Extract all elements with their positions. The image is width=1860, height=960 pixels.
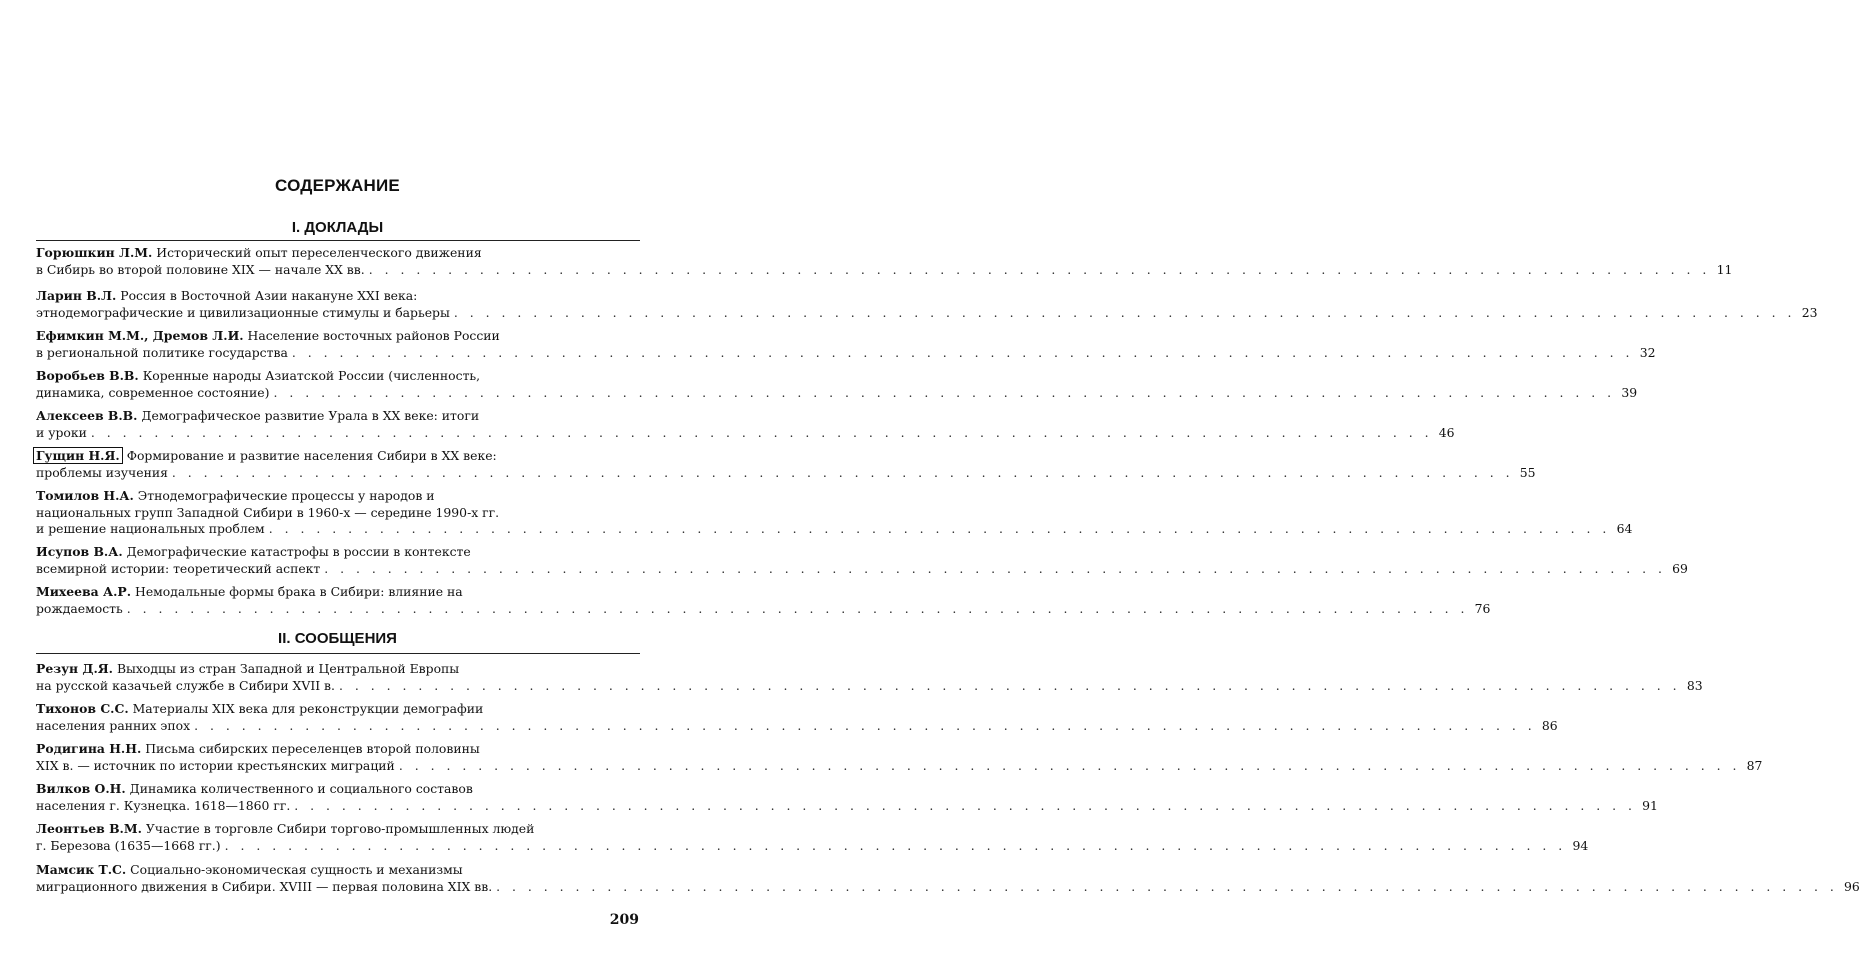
entry-line (36, 261, 1733, 279)
entry-line (36, 821, 640, 838)
leader-dots: . . . . . . . . . . . . . . . . . . . . . . . . . . . . . . . . . . . . . . . . . . . . . . . . . . . . . . . . . . . . . . . . . . . . . . . . . . . . . . . . . . . . . (453, 304, 1796, 320)
entry-title-line: Динамика количественного и социального составов (129, 781, 473, 796)
entry-author: Воробьев В.В. (36, 368, 139, 383)
toc-entry[interactable] (36, 288, 1818, 321)
leader-dots: . . . . . . . . . . . . . . . . . . . . . . . . . . . . . . . . . . . . . . . . . . . . . . . . . . . . . . . . . . . . . . . . . . . . . . . . . . . . . . . . . . . . . (194, 717, 1536, 733)
entry-line-text (36, 262, 365, 279)
entry-line (36, 288, 640, 305)
entry-author: Вилков О.Н. (36, 781, 126, 796)
entry-line (36, 521, 1633, 538)
entry-line (36, 384, 1638, 402)
leader-dots: . . . . . . . . . . . . . . . . . . . . . . . . . . . . . . . . . . . . . . . . . . . . . . . . . . . . . . . . . . . . . . . . . . . . . . . . . . . . . . . . . . . . . (398, 757, 1741, 773)
entry-line-text (36, 305, 450, 322)
entry-title-line: Выходцы из стран Западной и Центральной Европы (116, 661, 460, 676)
section-divider (36, 240, 640, 241)
leader-dots: . . . . . . . . . . . . . . . . . . . . . . . . . . . . . . . . . . . . . . . . . . . . . . . . . . . . . . . . . . . . . . . . . . . . . . . . . . . . . . . . . . . . . (496, 878, 1838, 894)
entry-line-text (36, 465, 168, 482)
entry-title-line: населения ранних эпох (36, 717, 191, 733)
entry-title-line: всемирной истории: теоретический аспект (36, 560, 321, 576)
entry-title-line: национальных групп Западной Сибири в 1960-х — середине 1990-х гг. (36, 504, 500, 520)
entry-line (36, 837, 1589, 855)
entry-title-line: Население восточных районов России (247, 328, 500, 343)
entry-title-line: динамика, современное состояние) (36, 384, 270, 400)
entry-line-text (36, 838, 221, 855)
entry-title-line: в региональной политике государства (36, 344, 288, 360)
contents-title: СОДЕРЖАНИЕ (275, 176, 400, 195)
entry-line (36, 741, 640, 758)
entry-title-line: Немодальные формы брака в Сибири: влияние на (135, 584, 463, 599)
entry-line (36, 862, 640, 879)
entry-line-text (36, 345, 288, 362)
entry-title-line: в Сибирь во второй половине XIX — начале XX вв. (36, 261, 365, 277)
entry-line (36, 781, 640, 798)
entry-title-line: населения г. Кузнецка. 1618—1860 гг. (36, 797, 291, 813)
leader-dots: . . . . . . . . . . . . . . . . . . . . . . . . . . . . . . . . . . . . . . . . . . . . . . . . . . . . . . . . . . . . . . . . . . . . . . . . . . . . . . . . . . . . . (291, 344, 1634, 360)
entry-page-number: 55 (1519, 464, 1536, 480)
entry-title-line: Социально-экономическая сущность и механизмы (130, 862, 463, 877)
entry-title-line: Коренные народы Азиатской России (численность, (142, 368, 481, 383)
entry-line (36, 344, 1656, 362)
entry-line-text (36, 758, 395, 775)
leader-dots: . . . . . . . . . . . . . . . . . . . . . . . . . . . . . . . . . . . . . . . . . . . . . . . . . . . . . . . . . . . . . . . . . . . . . . . . . . . . . . . . . . . . . (268, 521, 1611, 536)
entry-line (36, 448, 640, 465)
entry-line (36, 757, 1763, 775)
entry-page-number: 87 (1746, 757, 1763, 773)
toc-entry[interactable] (36, 448, 1536, 481)
entry-page-number: 23 (1801, 304, 1818, 320)
leader-dots: . . . . . . . . . . . . . . . . . . . . . . . . . . . . . . . . . . . . . . . . . . . . . . . . . . . . . . . . . . . . . . . . . . . . . . . . . . . . . . . . . . . . . (368, 261, 1711, 277)
entry-author: Михеева А.Р. (36, 584, 132, 599)
entry-line (36, 878, 1860, 896)
toc-entry[interactable] (36, 245, 1733, 278)
leader-dots: . . . . . . . . . . . . . . . . . . . . . . . . . . . . . . . . . . . . . . . . . . . . . . . . . . . . . . . . . . . . . . . . . . . . . . . . . . . . . . . . . . . . . (224, 837, 1567, 853)
entry-author: Томилов Н.А. (36, 488, 134, 503)
leader-dots: . . . . . . . . . . . . . . . . . . . . . . . . . . . . . . . . . . . . . . . . . . . . . . . . . . . . . . . . . . . . . . . . . . . . . . . . . . . . . . . . . . . . . (338, 677, 1681, 693)
entry-page-number: 11 (1716, 261, 1733, 277)
entry-line (36, 464, 1536, 482)
entry-title-line: Демографические катастрофы в россии в контексте (126, 544, 471, 559)
toc-entry[interactable] (36, 544, 1688, 577)
entry-line-text (36, 678, 335, 695)
entry-line (36, 600, 1491, 618)
entry-page-number: 76 (1474, 600, 1491, 616)
section-divider (36, 653, 640, 654)
entry-title-line: этнодемографические и цивилизационные стимулы и барьеры (36, 304, 450, 320)
section-heading: I. ДОКЛАДЫ (291, 219, 384, 236)
entry-title-line: рождаемость (36, 600, 123, 616)
entry-title-line: Исторический опыт переселенческого движения (156, 245, 482, 260)
toc-entry[interactable] (36, 584, 1491, 617)
entry-title-line: Россия в Восточной Азии накануне XXI века: (120, 288, 418, 303)
entry-line (36, 424, 1455, 442)
entry-line (36, 245, 640, 262)
entry-title-line: Письма сибирских переселенцев второй половины (145, 741, 480, 756)
leader-dots: . . . . . . . . . . . . . . . . . . . . . . . . . . . . . . . . . . . . . . . . . . . . . . . . . . . . . . . . . . . . . . . . . . . . . . . . . . . . . . . . . . . . . (324, 560, 1666, 576)
entry-author: Исупов В.А. (36, 544, 123, 559)
leader-dots: . . . . . . . . . . . . . . . . . . . . . . . . . . . . . . . . . . . . . . . . . . . . . . . . . . . . . . . . . . . . . . . . . . . . . . . . . . . . . . . . . . . . . (126, 600, 1469, 616)
entry-line-text (36, 798, 290, 815)
entry-line-text (36, 718, 190, 735)
entry-line (36, 701, 640, 718)
entry-author: Гущин Н.Я. (33, 447, 123, 464)
entry-author: Тихонов С.С. (36, 701, 129, 716)
entry-title-line: Этнодемографические процессы у народов и (137, 488, 435, 503)
entry-line (36, 328, 640, 345)
entry-line (36, 408, 640, 425)
toc-entry[interactable] (36, 821, 1589, 854)
section-heading: II. СООБЩЕНИЯ (278, 630, 397, 647)
entry-line (36, 560, 1688, 578)
entry-title-line: и решение национальных проблем (36, 521, 265, 536)
entry-line (36, 717, 1558, 735)
entry-line (36, 677, 1703, 695)
entry-title-line: и уроки (36, 424, 87, 440)
entry-page-number: 46 (1438, 424, 1455, 440)
entry-line-text (36, 879, 492, 896)
entry-line-text (36, 561, 320, 578)
entry-author: Мамсик Т.С. (36, 862, 127, 877)
entry-title-line: миграционного движения в Сибири. XVIII — первая половина XIX вв. (36, 878, 493, 894)
entry-title-line: Демографическое развитие Урала в XX веке: итоги (141, 408, 480, 423)
entry-line (36, 797, 1658, 815)
entry-line (36, 304, 1818, 322)
entry-line-text (36, 385, 269, 402)
entry-author: Леонтьев В.М. (36, 821, 142, 836)
toc-entry[interactable] (36, 488, 1633, 538)
entry-line (36, 661, 640, 678)
entry-page-number: 69 (1672, 560, 1688, 576)
entry-page-number: 32 (1639, 344, 1656, 360)
entry-line-text (36, 425, 87, 442)
entry-page-number: 86 (1541, 717, 1558, 733)
entry-author: Родигина Н.Н. (36, 741, 142, 756)
toc-entry[interactable] (36, 701, 1558, 734)
leader-dots: . . . . . . . . . . . . . . . . . . . . . . . . . . . . . . . . . . . . . . . . . . . . . . . . . . . . . . . . . . . . . . . . . . . . . . . . . . . . . . . . . . . . . (294, 797, 1636, 813)
entry-line-text (36, 601, 123, 618)
entry-page-number: 96 (1844, 878, 1860, 894)
entry-title-line: г. Березова (1635—1668 гг.) (36, 837, 221, 853)
entry-page-number: 64 (1616, 521, 1633, 536)
leader-dots: . . . . . . . . . . . . . . . . . . . . . . . . . . . . . . . . . . . . . . . . . . . . . . . . . . . . . . . . . . . . . . . . . . . . . . . . . . . . . . . . . . . . . (273, 384, 1616, 400)
toc-entry[interactable] (36, 408, 1455, 441)
leader-dots: . . . . . . . . . . . . . . . . . . . . . . . . . . . . . . . . . . . . . . . . . . . . . . . . . . . . . . . . . . . . . . . . . . . . . . . . . . . . . . . . . . . . . (171, 464, 1514, 480)
page-number: 209 (609, 912, 639, 928)
entry-line (36, 488, 640, 505)
entry-author: Ефимкин М.М., Дремов Л.И. (36, 328, 244, 343)
entry-line (36, 368, 640, 385)
entry-title-line: Материалы XIX века для реконструкции демографии (132, 701, 484, 716)
entry-line (36, 505, 640, 522)
leader-dots: . . . . . . . . . . . . . . . . . . . . . . . . . . . . . . . . . . . . . . . . . . . . . . . . . . . . . . . . . . . . . . . . . . . . . . . . . . . . . . . . . . . . . (90, 424, 1433, 440)
toc-entry[interactable] (36, 328, 1656, 361)
entry-page-number: 83 (1686, 677, 1703, 693)
entry-page-number: 39 (1621, 384, 1638, 400)
entry-line (36, 544, 640, 561)
entry-line-text (36, 521, 265, 538)
toc-entry[interactable] (36, 368, 1638, 401)
entry-title-line: Формирование и развитие населения Сибири в XX веке: (126, 448, 497, 463)
toc-entry[interactable] (36, 781, 1658, 814)
entry-author: Резун Д.Я. (36, 661, 113, 676)
entry-author: Ларин В.Л. (36, 288, 117, 303)
entry-title-line: проблемы изучения (36, 464, 168, 480)
toc-entry[interactable] (36, 862, 1860, 895)
entry-title-line: на русской казачьей службе в Сибири XVII в. (36, 677, 335, 693)
entry-author: Горюшкин Л.М. (36, 245, 153, 260)
entry-author: Алексеев В.В. (36, 408, 138, 423)
toc-entry[interactable] (36, 741, 1763, 774)
entry-page-number: 94 (1572, 837, 1589, 853)
entry-page-number: 91 (1642, 797, 1658, 813)
entry-title-line: XIX в. — источник по истории крестьянских миграций (36, 757, 395, 773)
toc-entry[interactable] (36, 661, 1703, 694)
entry-line (36, 584, 640, 601)
entry-title-line: Участие в торговле Сибири торгово-промышленных людей (145, 821, 535, 836)
